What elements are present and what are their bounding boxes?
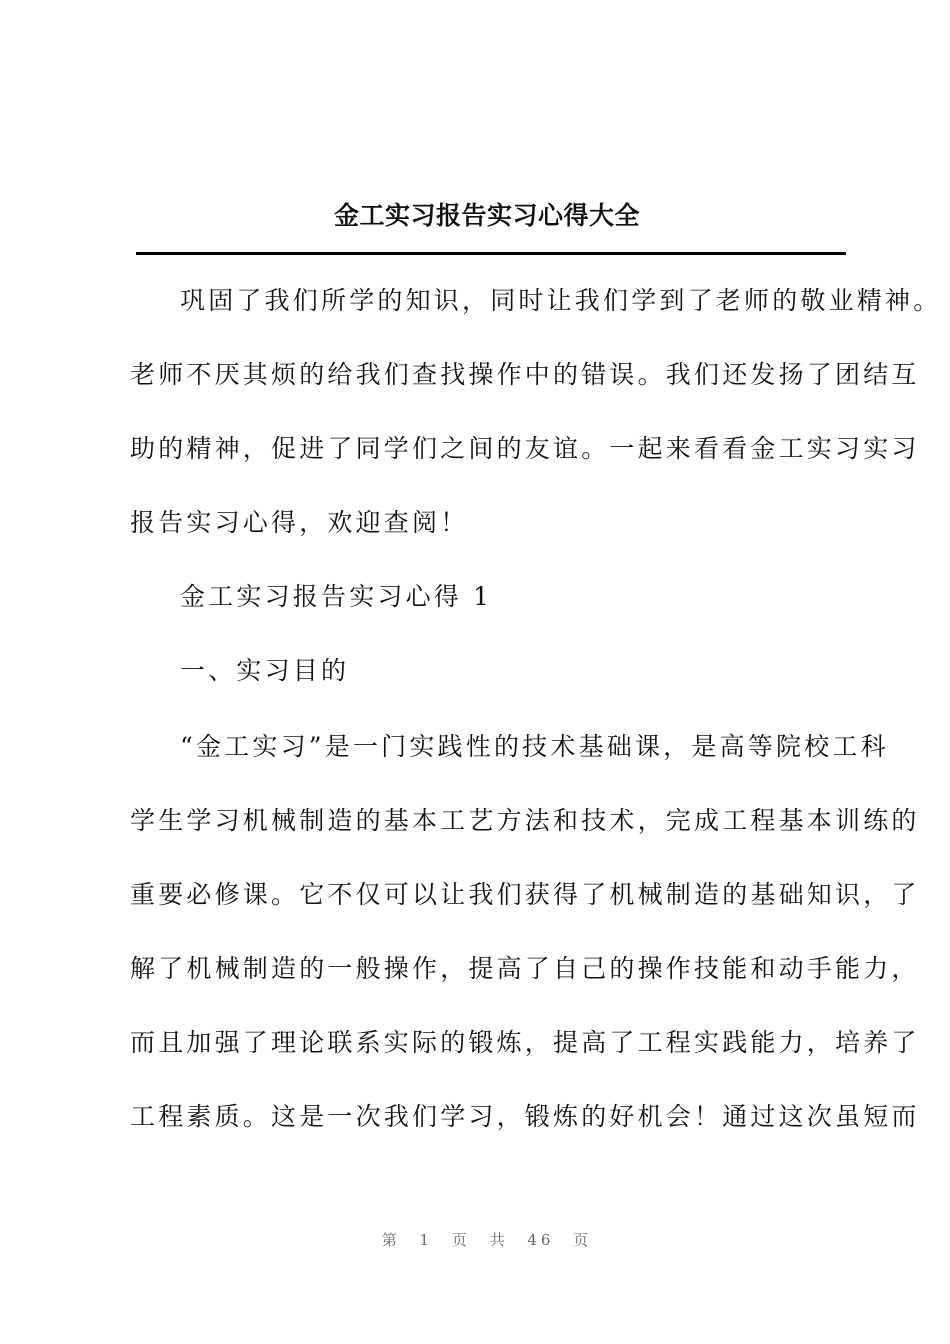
paragraph-line: 而且加强了理论联系实际的锻炼，提高了工程实践能力，培养了 [130, 1028, 920, 1057]
section-heading: 金工实习报告实习心得 1 [180, 582, 493, 611]
paragraph-line: 报告实习心得，欢迎查阅！ [130, 508, 469, 537]
document-title: 金工实习报告实习心得大全 [333, 201, 640, 230]
paragraph-line: 工程素质。这是一次我们学习，锻炼的好机会！通过这次虽短而 [130, 1102, 920, 1131]
paragraph-line: “金工实习”是一门实践性的技术基础课，是高等院校工科 [180, 732, 889, 761]
paragraph-line: 解了机械制造的一般操作，提高了自己的操作技能和动手能力， [130, 954, 920, 983]
paragraph-line: 老师不厌其烦的给我们查找操作中的错误。我们还发扬了团结互 [130, 360, 920, 389]
page-number-footer: 第 1 页 共 46 页 [381, 1231, 593, 1249]
paragraph-line: 助的精神，促进了同学们之间的友谊。一起来看看金工实习实习 [130, 434, 920, 463]
subsection-heading: 一、实习目的 [180, 656, 350, 685]
paragraph-line: 学生学习机械制造的基本工艺方法和技术，完成工程基本训练的 [130, 806, 920, 835]
paragraph-line: 巩固了我们所学的知识，同时让我们学到了老师的敬业精神。 [180, 286, 942, 315]
paragraph-line: 重要必修课。它不仅可以让我们获得了机械制造的基础知识，了 [130, 880, 920, 909]
title-divider [136, 252, 846, 255]
